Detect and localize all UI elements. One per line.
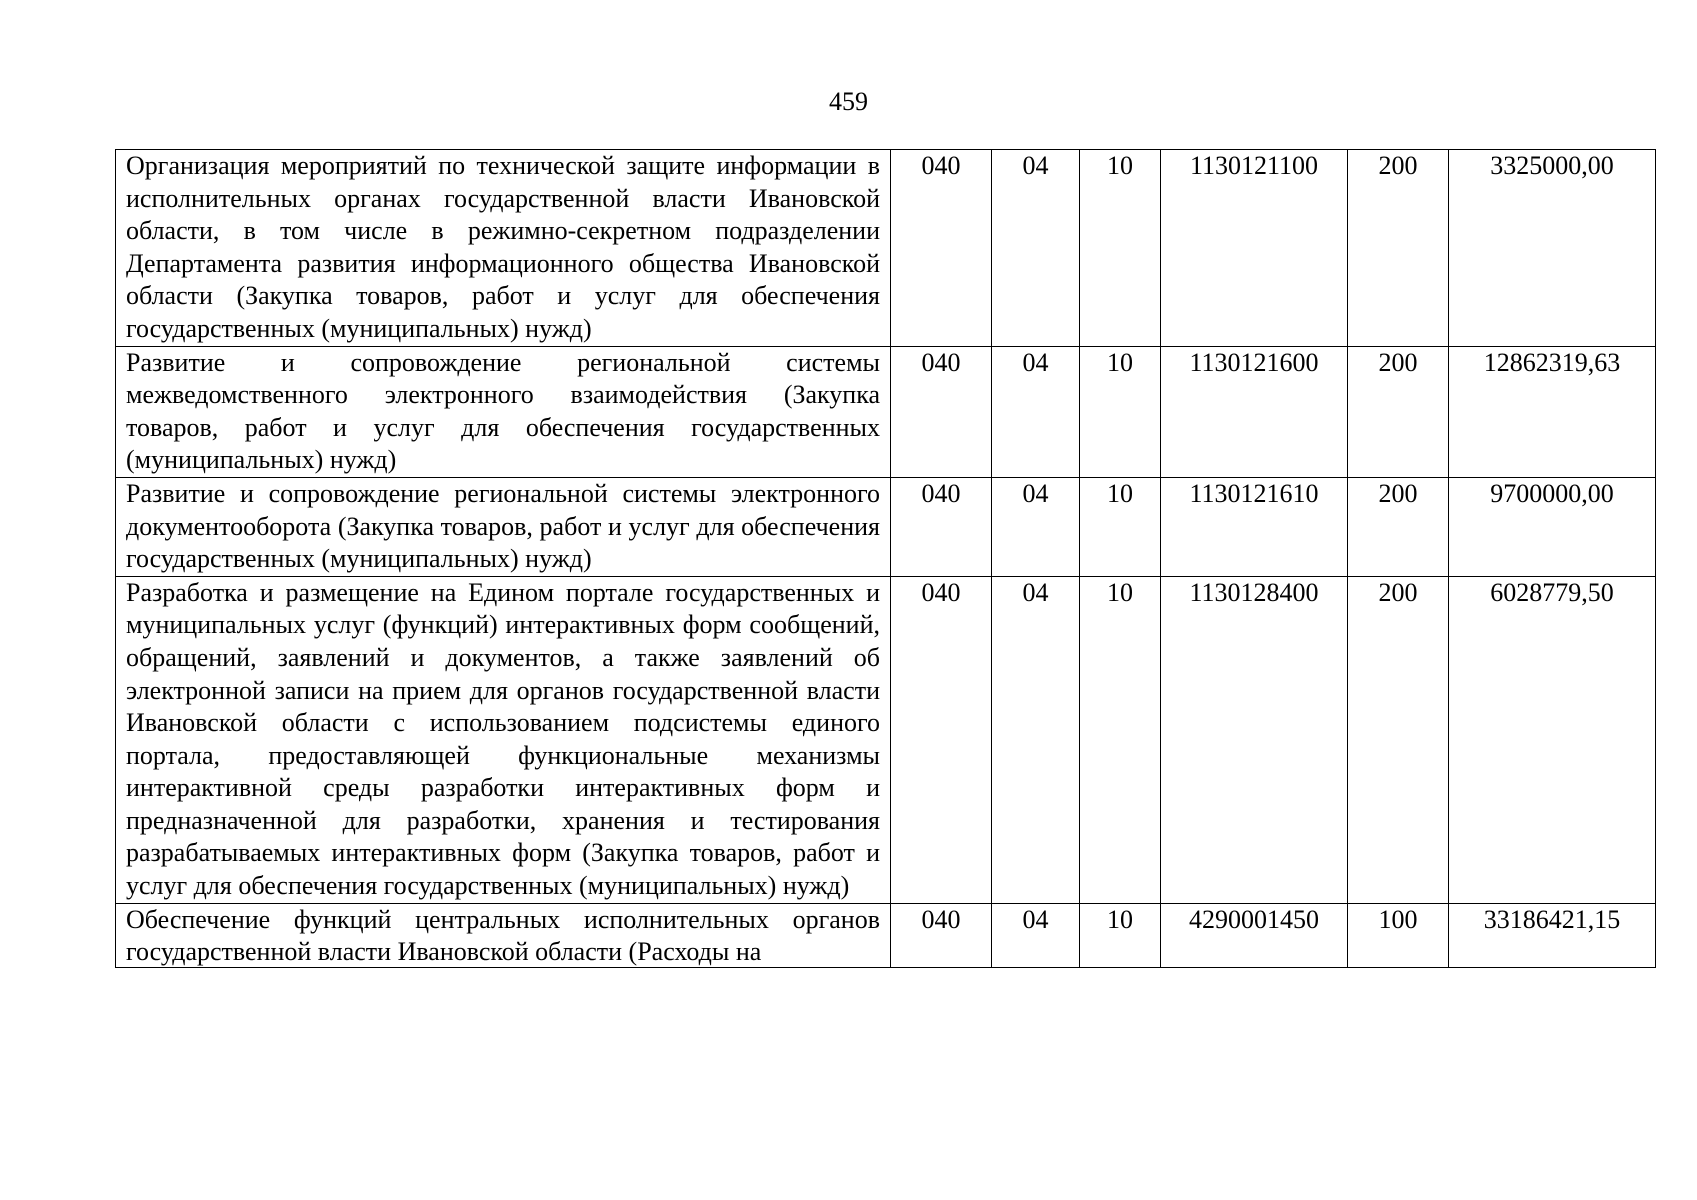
row-section: 04 — [992, 150, 1080, 347]
row-amount: 33186421,15 — [1449, 903, 1656, 967]
table-row — [116, 346, 1656, 477]
row-subsection: 10 — [1080, 150, 1161, 347]
row-description: Организация мероприятий по технической защите информации в исполнительных органах государственной власти Ивановской области, в том числе в режимно-секретном подразделении Департамента развития информационного общества Ивановской области (Закупка товаров, работ и услуг для обеспечения государственных (муниципальных) нужд) — [116, 150, 891, 347]
row-expense-type: 200 — [1348, 346, 1449, 477]
row-expense-type: 100 — [1348, 903, 1449, 967]
table-row — [116, 477, 1656, 576]
row-subsection: 10 — [1080, 477, 1161, 576]
row-section: 04 — [992, 346, 1080, 477]
row-section: 04 — [992, 477, 1080, 576]
row-code: 040 — [891, 576, 992, 903]
row-section: 04 — [992, 903, 1080, 967]
row-subsection: 10 — [1080, 346, 1161, 477]
row-subsection: 10 — [1080, 576, 1161, 903]
row-target-article: 4290001450 — [1161, 903, 1348, 967]
row-description-cell — [116, 903, 891, 967]
row-description: Обеспечение функций центральных исполнительных органов государственной власти Ивановской области (Расходы на — [126, 904, 880, 967]
row-amount: 3325000,00 — [1449, 150, 1656, 347]
table-row — [116, 903, 1656, 967]
table-row — [116, 576, 1656, 903]
row-code: 040 — [891, 477, 992, 576]
row-expense-type: 200 — [1348, 576, 1449, 903]
row-expense-type: 200 — [1348, 477, 1449, 576]
row-amount: 6028779,50 — [1449, 576, 1656, 903]
table-row — [116, 150, 1656, 347]
budget-table — [115, 149, 1656, 968]
row-target-article: 1130121610 — [1161, 477, 1348, 576]
row-code: 040 — [891, 150, 992, 347]
row-description: Развитие и сопровождение региональной системы электронного документооборота (Закупка товаров, работ и услуг для обеспечения государственных (муниципальных) нужд) — [116, 477, 891, 576]
row-target-article: 1130121600 — [1161, 346, 1348, 477]
row-code: 040 — [891, 346, 992, 477]
row-section: 04 — [992, 576, 1080, 903]
row-target-article: 1130128400 — [1161, 576, 1348, 903]
row-amount: 12862319,63 — [1449, 346, 1656, 477]
row-target-article: 1130121100 — [1161, 150, 1348, 347]
row-code: 040 — [891, 903, 992, 967]
page-number: 459 — [829, 87, 868, 116]
row-expense-type: 200 — [1348, 150, 1449, 347]
row-description: Развитие и сопровождение региональной системы межведомственного электронного взаимодействия (Закупка товаров, работ и услуг для обеспечения государственных (муниципальных) нужд) — [116, 346, 891, 477]
row-description: Разработка и размещение на Едином портале государственных и муниципальных услуг (функций) интерактивных форм сообщений, обращений, заявлений и документов, а также заявлений об электронной записи на прием для органов государственной власти Ивановской области с использованием подсистемы единого портала, предоставляющей функциональные механизмы интерактивной среды разработки интерактивных форм и предназначенной для разработки, хранения и тестирования разрабатываемых интерактивных форм (Закупка товаров, работ и услуг для обеспечения государственных (муниципальных) нужд) — [116, 576, 891, 903]
row-amount: 9700000,00 — [1449, 477, 1656, 576]
row-subsection: 10 — [1080, 903, 1161, 967]
